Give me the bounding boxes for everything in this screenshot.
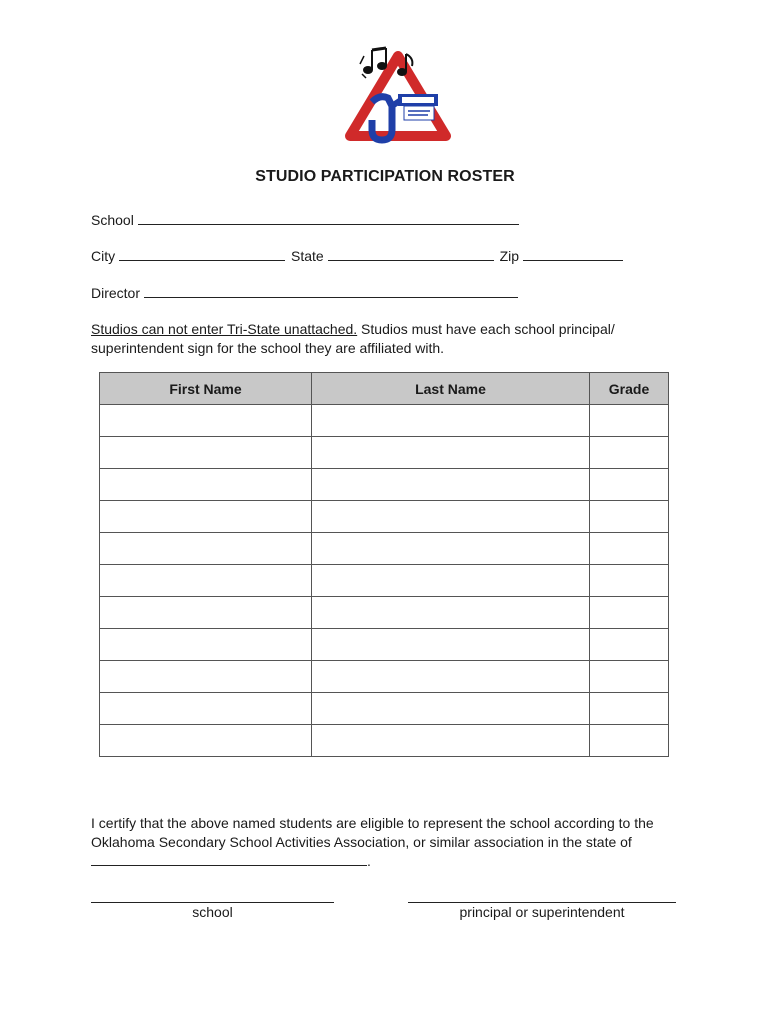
table-row (100, 565, 669, 597)
last-name-cell[interactable] (312, 405, 590, 437)
first-name-cell[interactable] (100, 533, 312, 565)
certify-text: I certify that the above named students are eligible to represent the school according to the Oklahoma Secondary School Activities Association, or similar association in the state of (91, 815, 654, 850)
school-field (91, 211, 519, 228)
principal-signature-label: principal or superintendent (459, 904, 625, 920)
first-name-cell[interactable] (100, 629, 312, 661)
last-name-cell[interactable] (312, 725, 590, 757)
city-label: City (91, 248, 116, 264)
table-row (100, 533, 669, 565)
first-name-cell[interactable] (100, 597, 312, 629)
last-name-cell[interactable] (312, 661, 590, 693)
last-name-cell[interactable] (312, 469, 590, 501)
grade-cell[interactable] (590, 437, 669, 469)
tri-state-music-festival-logo (342, 44, 454, 146)
school-signature-line[interactable] (91, 902, 334, 903)
header-grade: Grade (590, 373, 669, 405)
last-name-cell[interactable] (312, 437, 590, 469)
first-name-cell[interactable] (100, 501, 312, 533)
table-row (100, 597, 669, 629)
grade-cell[interactable] (590, 629, 669, 661)
state-input-line[interactable] (328, 247, 494, 261)
director-input-line[interactable] (144, 284, 518, 298)
first-name-cell[interactable] (100, 565, 312, 597)
grade-cell[interactable] (590, 597, 669, 629)
school-label: School (91, 212, 134, 228)
state-of-input-line[interactable] (91, 852, 367, 866)
roster-header-row (100, 373, 669, 405)
certify-period: . (367, 853, 371, 869)
notice-rest: Studios must have each school principal/ superintendent sign for the school they are affiliated with. (91, 321, 615, 356)
last-name-cell[interactable] (312, 597, 590, 629)
director-label: Director (91, 285, 141, 301)
grade-cell[interactable] (590, 693, 669, 725)
grade-cell[interactable] (590, 501, 669, 533)
header-first-name: First Name (100, 373, 312, 405)
zip-label: Zip (499, 248, 520, 264)
first-name-cell[interactable] (100, 469, 312, 501)
grade-cell[interactable] (590, 533, 669, 565)
principal-signature-line[interactable] (408, 902, 676, 903)
zip-input-line[interactable] (523, 247, 623, 261)
city-state-zip-row (91, 247, 623, 264)
last-name-cell[interactable] (312, 533, 590, 565)
header-last-name: Last Name (312, 373, 590, 405)
first-name-cell[interactable] (100, 725, 312, 757)
grade-cell[interactable] (590, 725, 669, 757)
director-field (91, 284, 518, 301)
first-name-cell[interactable] (100, 405, 312, 437)
table-row (100, 405, 669, 437)
grade-cell[interactable] (590, 661, 669, 693)
last-name-cell[interactable] (312, 629, 590, 661)
first-name-cell[interactable] (100, 661, 312, 693)
table-row (100, 725, 669, 757)
last-name-cell[interactable] (312, 693, 590, 725)
table-row (100, 501, 669, 533)
page-title: STUDIO PARTICIPATION ROSTER (255, 168, 515, 185)
table-row (100, 629, 669, 661)
school-input-line[interactable] (138, 211, 519, 225)
certification-statement (91, 814, 701, 871)
table-row (100, 661, 669, 693)
school-signature-label: school (192, 904, 233, 920)
studio-notice (91, 320, 691, 358)
table-row (100, 469, 669, 501)
roster-body (100, 405, 669, 757)
city-input-line[interactable] (119, 247, 285, 261)
last-name-cell[interactable] (312, 501, 590, 533)
state-label: State (291, 248, 324, 264)
first-name-cell[interactable] (100, 437, 312, 469)
first-name-cell[interactable] (100, 693, 312, 725)
grade-cell[interactable] (590, 565, 669, 597)
table-row (100, 693, 669, 725)
notice-underlined: Studios can not enter Tri-State unattached. (91, 321, 358, 337)
last-name-cell[interactable] (312, 565, 590, 597)
grade-cell[interactable] (590, 469, 669, 501)
table-row (100, 437, 669, 469)
roster-table (99, 372, 669, 757)
grade-cell[interactable] (590, 405, 669, 437)
